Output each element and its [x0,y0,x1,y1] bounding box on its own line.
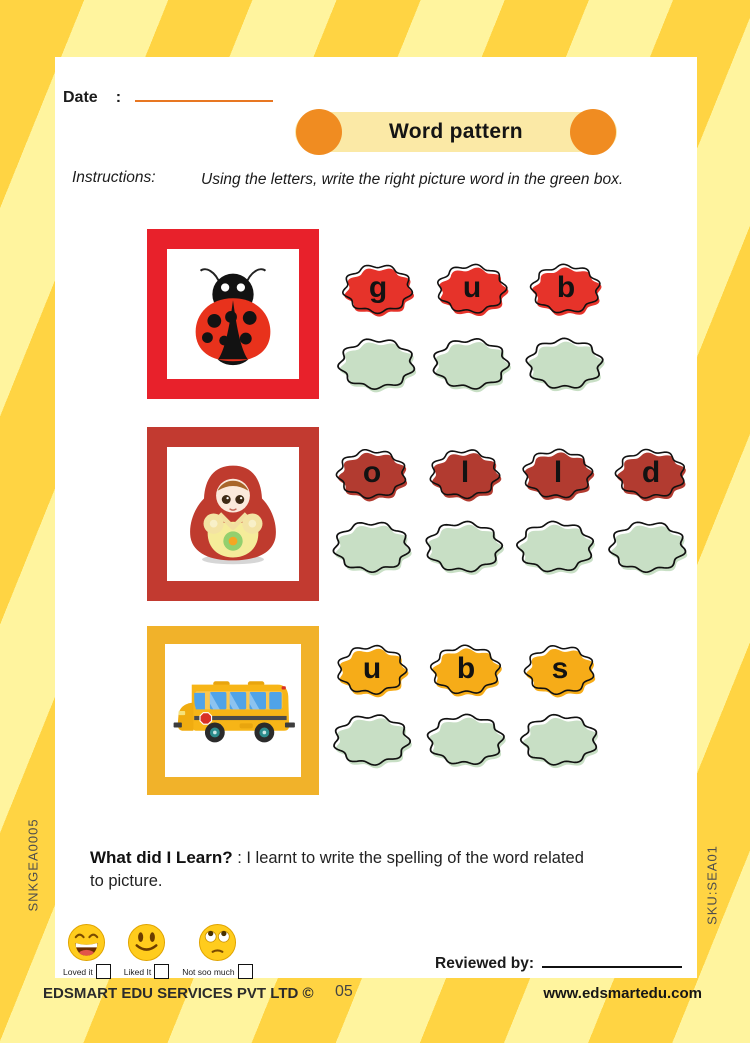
title-banner [295,112,617,152]
instructions-label: Instructions: [72,169,156,186]
school-bus-image [167,668,299,754]
smiling-emoji-icon [127,923,166,962]
letter-tile [518,445,598,505]
picture-frame-doll [147,427,319,601]
picture-frame-bus [147,626,319,795]
answer-tile[interactable] [333,334,421,396]
letter-text: o [362,455,382,489]
letter-tile [332,445,412,505]
feedback-not-soo-much [182,923,252,979]
letter-text: l [553,455,563,489]
footer-company: EDSMART EDU SERVICES PVT LTD © [43,985,314,1002]
answer-tiles-bus [328,710,604,772]
footer-website[interactable]: www.edsmartedu.com [543,985,702,1002]
letter-text: g [368,270,388,304]
answer-tile[interactable] [512,517,600,579]
loved-it-checkbox[interactable] [96,964,111,979]
letter-text: l [460,455,470,489]
letter-text: s [551,651,569,685]
feedback-liked-it [124,923,169,979]
letter-text: b [456,651,476,685]
feedback-row [63,923,253,979]
worksheet-code-left: SNKGEA0005 [25,818,41,912]
learn-summary [90,846,595,893]
learn-text: : I learnt to write the spelling of the word related to picture. [90,849,584,891]
answer-tiles-ladybug [333,334,609,396]
letter-tile [432,260,512,320]
worksheet-page [55,57,697,978]
instructions-text: Using the letters, write the right picture word in the green box. [201,171,624,188]
letter-text: b [556,270,576,304]
date-row [63,89,273,107]
answer-tiles-doll [328,517,692,579]
matryoshka-doll-image [175,454,291,574]
letter-text: u [362,651,382,685]
letter-tile [425,445,505,505]
feedback-label: Loved it [63,966,93,977]
letter-tiles-ladybug [338,260,606,320]
answer-tile[interactable] [422,710,510,772]
date-label: Date [63,89,98,106]
answer-tile[interactable] [420,517,508,579]
letter-tile [338,260,418,320]
reviewed-by-fill-line[interactable] [542,966,682,968]
answer-tile[interactable] [521,334,609,396]
page-title: Word pattern [389,120,523,143]
liked-it-checkbox[interactable] [154,964,169,979]
answer-tile[interactable] [328,517,416,579]
answer-tile[interactable] [427,334,515,396]
answer-tile[interactable] [604,517,692,579]
feedback-label: Not soo much [182,966,235,977]
letter-tile [520,641,600,701]
not-soo-much-checkbox[interactable] [238,964,253,979]
footer-page-number: 05 [335,983,353,1000]
letter-tile [426,641,506,701]
letter-tile [526,260,606,320]
date-fill-line[interactable] [135,100,273,102]
letter-tile [611,445,691,505]
letter-text: d [641,455,661,489]
letter-tiles-bus [332,641,600,701]
answer-tile[interactable] [516,710,604,772]
reviewed-by-row [435,955,682,973]
learn-label: What did I Learn? [90,848,233,867]
laughing-emoji-icon [67,923,106,962]
sku-code-right: SKU:SEA01 [704,845,720,925]
ladybug-image [174,255,292,373]
reviewed-by-label: Reviewed by: [435,955,535,972]
answer-tile[interactable] [328,710,416,772]
eye-roll-emoji-icon [198,923,237,962]
letter-tiles-doll [332,445,691,505]
feedback-loved-it [63,923,111,979]
letter-text: u [462,270,482,304]
date-colon: : [115,89,122,106]
letter-tile [332,641,412,701]
footer [0,978,750,1043]
picture-frame-ladybug [147,229,319,399]
feedback-label: Liked It [123,966,152,977]
